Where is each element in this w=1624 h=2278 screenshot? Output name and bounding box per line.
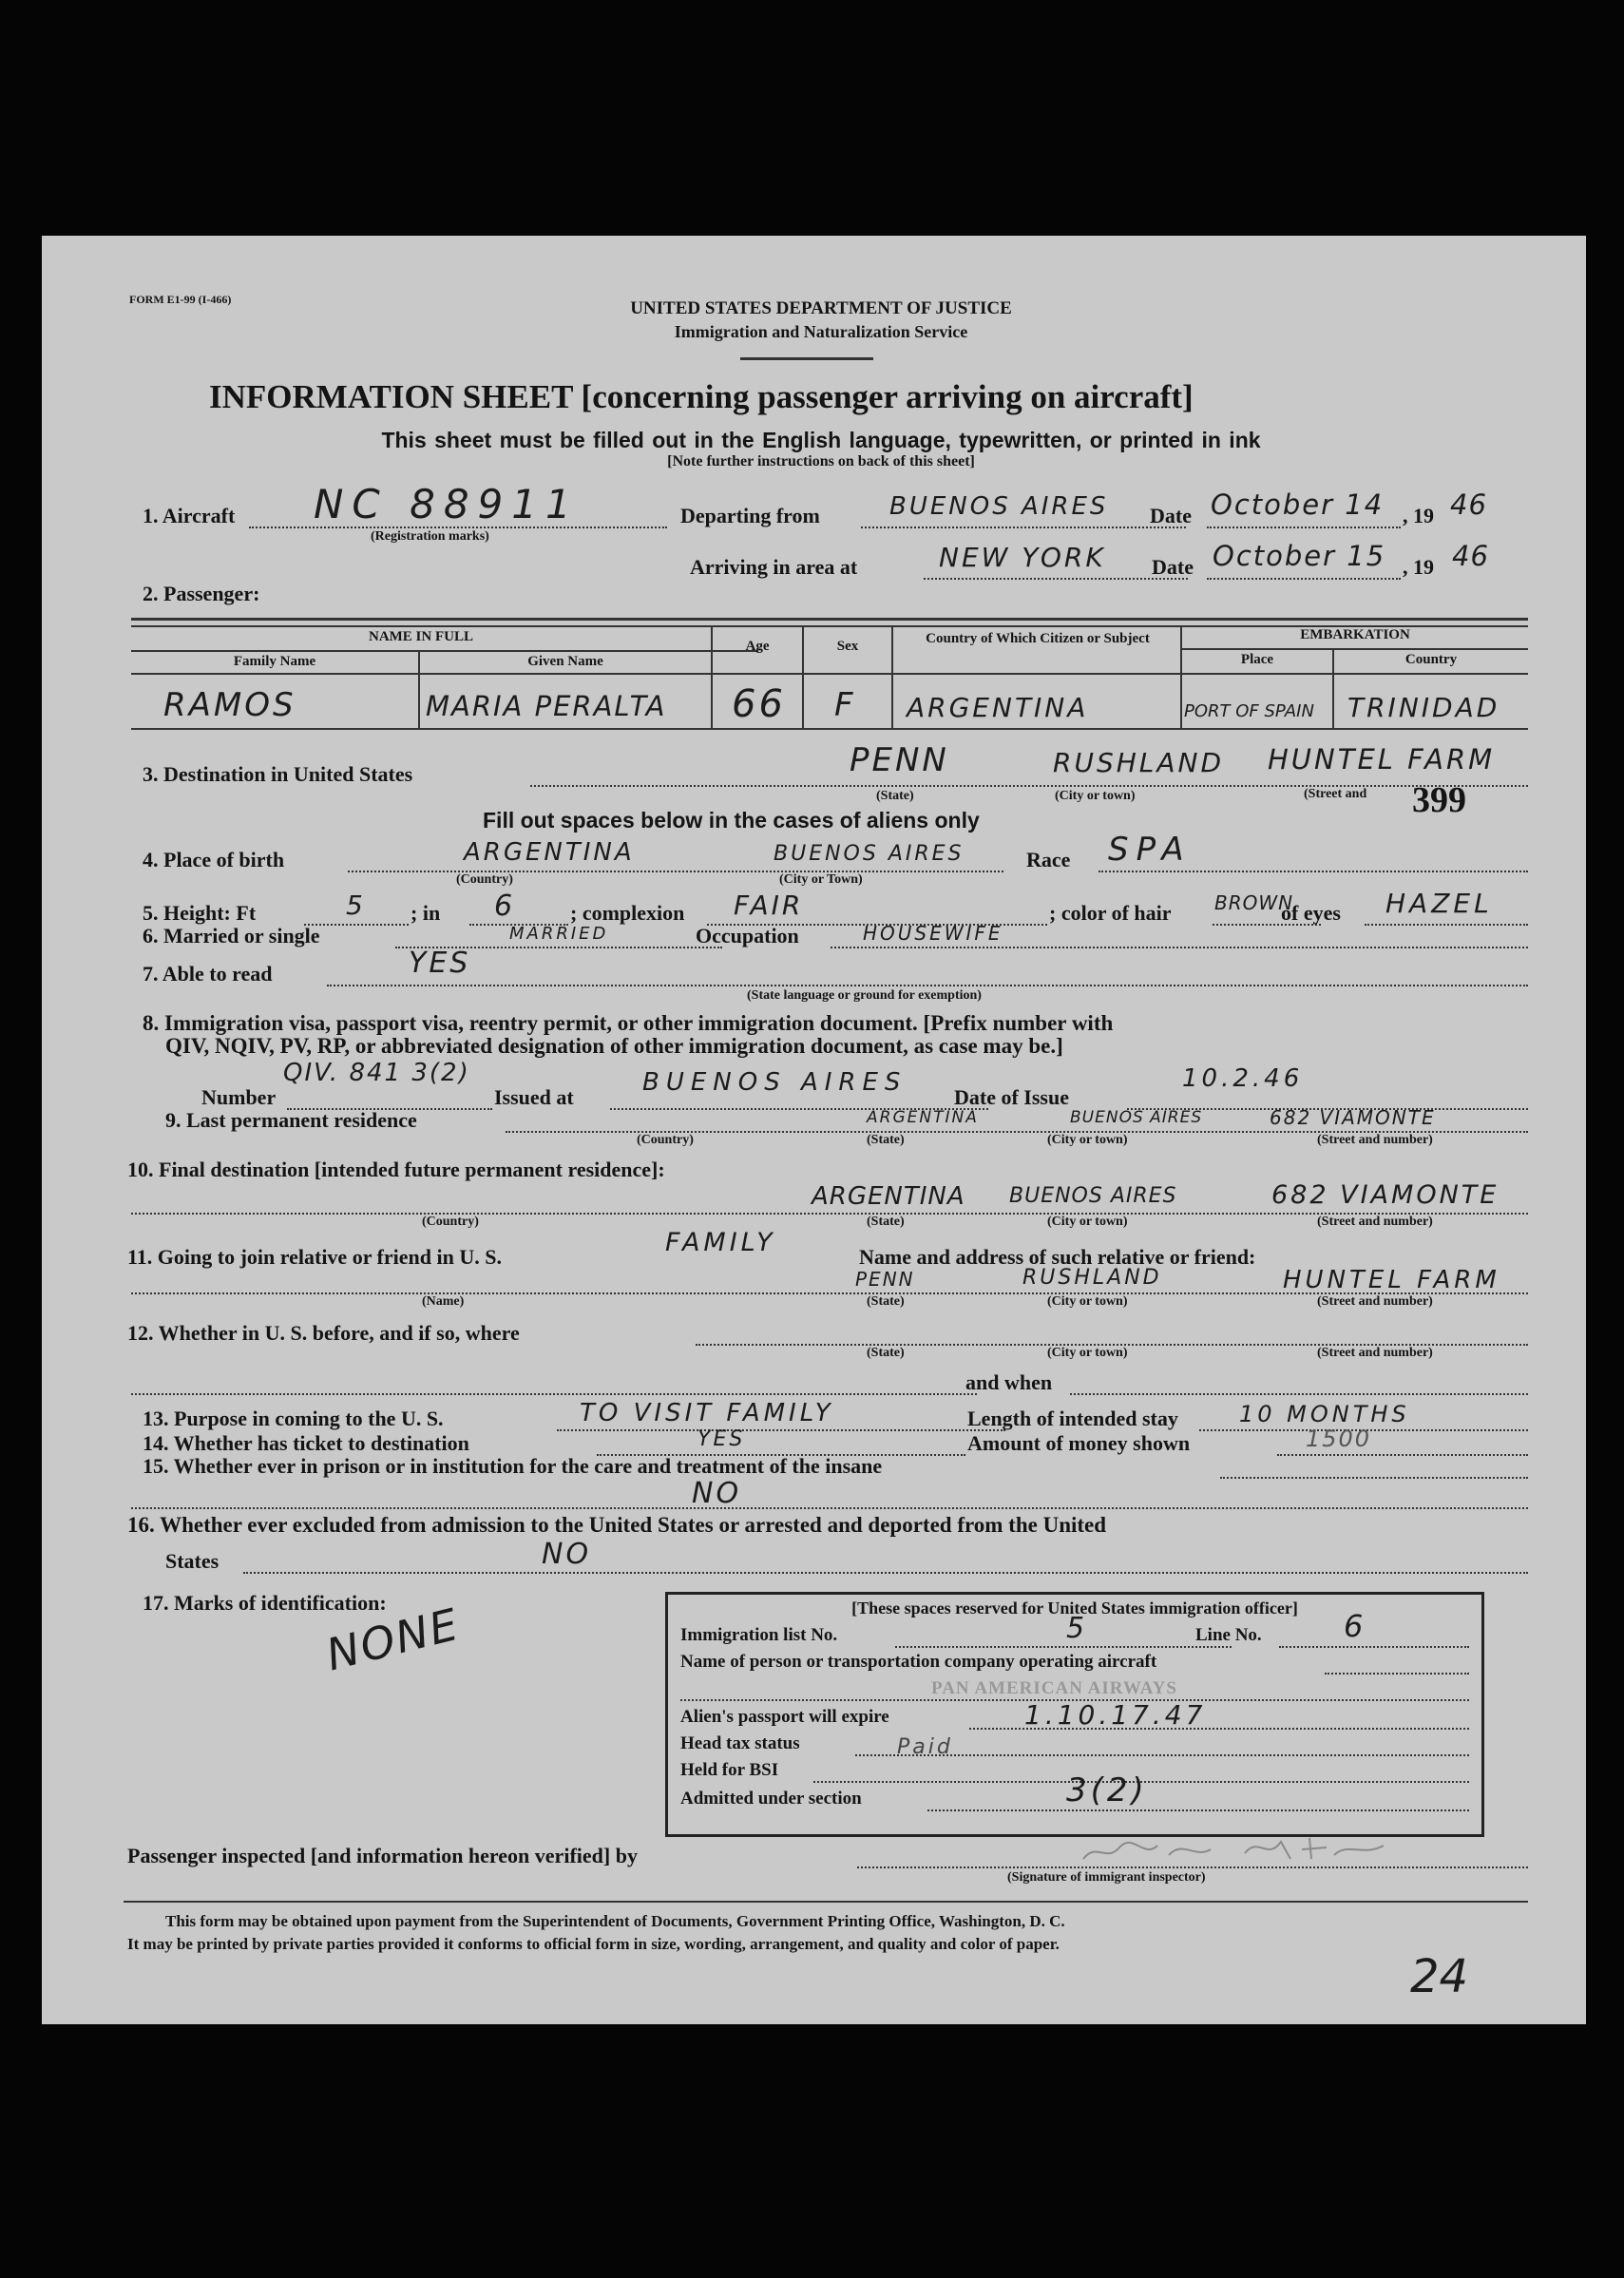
excluded-value: NO — [542, 1538, 592, 1571]
embark-header-rule — [1182, 648, 1528, 650]
purpose-label: 13. Purpose in coming to the U. S. — [143, 1407, 444, 1430]
join-label: 11. Going to join relative or friend in U. S. — [127, 1245, 502, 1269]
dest-state-value: PENN — [850, 741, 949, 779]
occupation-value: HOUSEWIFE — [863, 922, 1003, 945]
stamp-number: 399 — [1412, 780, 1466, 820]
number-label: Number — [201, 1085, 277, 1109]
dest-street-caption: (Street and — [1304, 787, 1367, 801]
country-header: Country — [1404, 652, 1458, 667]
join-state-caption: (State) — [867, 1294, 905, 1309]
res-city-value: BUENOS AIRES — [1070, 1108, 1203, 1127]
res-state-caption: (State) — [867, 1133, 905, 1147]
money-label: Amount of money shown — [967, 1431, 1191, 1455]
final-country-value: ARGENTINA — [812, 1182, 965, 1211]
hair-label: ; color of hair — [1049, 901, 1172, 925]
given-name-header: Given Name — [527, 654, 603, 669]
join-value: FAMILY — [665, 1228, 776, 1257]
family-name-value: RAMOS — [163, 686, 296, 724]
arrive-date-line — [1207, 578, 1401, 580]
join-state-value: PENN — [855, 1268, 915, 1291]
join-street-value: HUNTEL FARM — [1283, 1266, 1500, 1294]
arriving-line — [924, 578, 1188, 580]
aircraft-label: 1. Aircraft — [143, 504, 236, 527]
depart-date-label: Date — [1150, 504, 1192, 527]
document-label-2: QIV, NQIV, PV, RP, or abbreviated designation of other immigration document, as case may be.] — [165, 1034, 1063, 1058]
depart-year-value: 46 — [1450, 488, 1487, 521]
prison-line — [1220, 1477, 1528, 1479]
name-address-label: Name and address of such relative or friend: — [859, 1245, 1256, 1269]
page-title: INFORMATION SHEET [concerning passenger arriving on aircraft] — [209, 378, 1194, 415]
birth-country-caption: (Country) — [456, 872, 513, 887]
head-tax-label: Head tax status — [680, 1733, 800, 1753]
prison-value: NO — [692, 1477, 742, 1510]
passenger-label: 2. Passenger: — [143, 582, 260, 605]
race-line — [1099, 871, 1528, 872]
header-rule — [740, 357, 873, 360]
birth-country-value: ARGENTINA — [464, 838, 635, 867]
departing-value: BUENOS AIRES — [889, 492, 1109, 521]
ticket-label: 14. Whether has ticket to destination — [143, 1431, 469, 1455]
name-header-rule — [131, 650, 758, 652]
before-us-label: 12. Whether in U. S. before, and if so, where — [127, 1321, 520, 1345]
final-state-caption: (State) — [867, 1215, 905, 1229]
race-label: Race — [1026, 848, 1071, 871]
join-name-caption: (Name) — [422, 1294, 465, 1309]
res-country-value: ARGENTINA — [867, 1108, 979, 1127]
eyes-value: HAZEL — [1385, 888, 1493, 919]
embark-country-value: TRINIDAD — [1347, 692, 1500, 723]
res-city-caption: (City or town) — [1047, 1133, 1128, 1147]
state-language-caption: (State language or ground for exemption) — [747, 988, 982, 1003]
sex-header: Sex — [836, 639, 859, 654]
department-name: UNITED STATES DEPARTMENT OF JUSTICE — [630, 298, 1012, 318]
before-street-caption: (Street and number) — [1317, 1346, 1433, 1360]
birth-city-caption: (City or Town) — [779, 872, 863, 887]
marks-label: 17. Marks of identification: — [143, 1591, 387, 1615]
line-no-value: 6 — [1344, 1608, 1366, 1644]
company-label: Name of person or transportation company operating aircraft — [680, 1652, 1157, 1672]
residence-label: 9. Last permanent residence — [165, 1108, 417, 1132]
arriving-label: Arriving in area at — [690, 555, 858, 579]
depart-date-line — [1207, 526, 1401, 528]
final-street-value: 682 VIAMONTE — [1271, 1180, 1500, 1210]
able-read-line — [327, 985, 1528, 986]
money-line — [1277, 1454, 1528, 1456]
join-city-value: RUSHLAND — [1022, 1266, 1162, 1290]
height-in-value: 6 — [494, 890, 516, 923]
res-country-caption: (Country) — [637, 1133, 694, 1147]
and-when-line — [1070, 1393, 1528, 1395]
height-label: 5. Height: Ft — [143, 901, 257, 925]
res-street-value: 682 VIAMONTE — [1270, 1106, 1436, 1129]
signature-caption: (Signature of immigrant inspector) — [1007, 1870, 1206, 1885]
depart-year-label: , 19 — [1403, 504, 1434, 527]
excluded-label-2: States — [165, 1549, 220, 1573]
table-bottom-rule — [131, 728, 1528, 730]
occupation-label: Occupation — [696, 924, 799, 948]
list-no-value: 5 — [1066, 1612, 1088, 1645]
destination-label: 3. Destination in United States — [143, 762, 413, 786]
admitted-label: Admitted under section — [680, 1789, 862, 1809]
issue-date-label: Date of Issue — [954, 1085, 1069, 1109]
and-when-label: and when — [965, 1370, 1053, 1394]
destination-line — [530, 785, 1528, 787]
document-label-1: 8. Immigration visa, passport visa, reentry permit, or other immigration document. [Prefix number with — [143, 1011, 1114, 1035]
given-name-value: MARIA PERALTA — [426, 690, 667, 722]
footer-rule — [124, 1901, 1528, 1903]
citizen-header: Country of Which Citizen or Subject — [926, 631, 1150, 646]
height-ft-value: 5 — [346, 890, 366, 921]
dest-city-value: RUSHLAND — [1053, 747, 1225, 778]
form-id: FORM E1-99 (I-466) — [129, 293, 232, 306]
age-header: Age — [745, 639, 770, 654]
stay-label: Length of intended stay — [967, 1407, 1178, 1430]
issued-at-label: Issued at — [494, 1085, 574, 1109]
instruction-text: This sheet must be filled out in the English language, typewritten, or printed in ink — [381, 428, 1261, 452]
admitted-value: 3(2) — [1066, 1771, 1148, 1809]
excluded-line — [243, 1572, 1528, 1574]
list-no-line — [895, 1646, 1232, 1648]
final-city-caption: (City or town) — [1047, 1215, 1128, 1229]
final-city-value: BUENOS AIRES — [1009, 1184, 1177, 1208]
family-name-header: Family Name — [233, 654, 316, 669]
before-us-line-2 — [131, 1393, 977, 1395]
stay-value: 10 MONTHS — [1239, 1401, 1410, 1427]
able-read-value: YES — [409, 947, 471, 980]
information-sheet — [42, 236, 1586, 2024]
aircraft-value: NC 88911 — [314, 481, 580, 527]
age-value: 66 — [732, 682, 786, 726]
prison-line-2 — [131, 1507, 1528, 1509]
join-city-caption: (City or town) — [1047, 1294, 1128, 1309]
complexion-label: ; complexion — [570, 901, 685, 925]
arrive-date-value: October 15 — [1213, 540, 1386, 572]
eyes-label: of eyes — [1281, 901, 1341, 925]
company-line — [1325, 1673, 1469, 1675]
line-no-line — [1279, 1646, 1469, 1648]
admitted-line — [927, 1809, 1469, 1811]
able-read-label: 7. Able to read — [143, 962, 273, 986]
embark-place-value: PORT OF SPAIN — [1184, 701, 1314, 721]
before-state-caption: (State) — [867, 1346, 905, 1360]
final-street-caption: (Street and number) — [1317, 1215, 1433, 1229]
aliens-only-note: Fill out spaces below in the cases of aliens only — [483, 808, 980, 833]
service-name: Immigration and Naturalization Service — [674, 322, 968, 341]
birth-line — [348, 871, 1003, 872]
note-text: [Note further instructions on back of this sheet] — [667, 453, 975, 469]
inspected-label: Passenger inspected [and information hereon verified] by — [127, 1844, 638, 1867]
occupation-line — [831, 947, 1528, 948]
citizen-value: ARGENTINA — [907, 692, 1089, 723]
passport-expire-label: Alien's passport will expire — [680, 1707, 889, 1727]
purpose-value: TO VISIT FAMILY — [580, 1399, 834, 1427]
inspector-signature — [1078, 1830, 1401, 1868]
dest-city-caption: (City or town) — [1055, 789, 1136, 803]
married-label: 6. Married or single — [143, 924, 320, 948]
table-divider-4 — [891, 625, 893, 728]
footer-line-1: This form may be obtained upon payment from the Superintendent of Documents, Government Printing Office, Washington, D. C. — [165, 1912, 1065, 1930]
officer-box-title: [These spaces reserved for United States immigration officer] — [851, 1598, 1298, 1618]
eyes-line — [1365, 924, 1528, 926]
arrive-year-value: 46 — [1452, 540, 1489, 572]
passport-expire-value: 1.10.17.47 — [1024, 1699, 1207, 1731]
complexion-value: FAIR — [734, 890, 804, 921]
join-street-caption: (Street and number) — [1317, 1294, 1433, 1309]
ticket-value: YES — [697, 1427, 746, 1451]
purpose-line — [557, 1429, 1005, 1431]
race-value: SPA — [1108, 831, 1192, 869]
married-value: MARRIED — [509, 924, 609, 944]
arrive-date-label: Date — [1152, 555, 1194, 579]
embarkation-header: EMBARKATION — [1300, 627, 1410, 642]
table-header-rule — [131, 673, 1528, 675]
final-country-caption: (Country) — [422, 1215, 479, 1229]
place-header: Place — [1240, 652, 1274, 667]
issue-date-value: 10.2.46 — [1182, 1064, 1304, 1093]
hair-value: BROWN — [1214, 891, 1294, 914]
footer-line-2: It may be printed by private parties provided it conforms to official form in size, wording, arrangement, and quality and color of paper. — [127, 1935, 1060, 1953]
company-value: PAN AMERICAN AIRWAYS — [931, 1678, 1177, 1698]
marks-value: NONE — [321, 1598, 465, 1681]
final-dest-label: 10. Final destination [intended future permanent residence]: — [127, 1158, 665, 1181]
name-in-full-header: NAME IN FULL — [368, 629, 473, 644]
height-in-label: ; in — [411, 901, 441, 925]
sex-value: F — [834, 686, 856, 724]
table-top-rule — [131, 618, 1528, 621]
money-value: 1500 — [1306, 1426, 1372, 1452]
excluded-label: 16. Whether ever excluded from admission to the United States or arrested and deported from the United — [127, 1513, 1107, 1537]
departing-line — [861, 526, 1186, 528]
depart-date-value: October 14 — [1211, 488, 1385, 521]
line-no-label: Line No. — [1195, 1625, 1262, 1645]
departing-label: Departing from — [680, 504, 820, 527]
number-value: QIV. 841 3(2) — [283, 1059, 470, 1087]
list-no-label: Immigration list No. — [680, 1625, 838, 1645]
prison-label: 15. Whether ever in prison or in institution for the care and treatment of the insane — [143, 1454, 883, 1478]
issued-at-value: BUENOS AIRES — [642, 1068, 908, 1097]
arrive-year-label: , 19 — [1403, 555, 1434, 579]
registration-marks-caption: (Registration marks) — [371, 529, 489, 544]
dest-street-value: HUNTEL FARM — [1268, 743, 1496, 775]
birth-city-value: BUENOS AIRES — [774, 842, 965, 866]
res-street-caption: (Street and number) — [1317, 1133, 1433, 1147]
before-city-caption: (City or town) — [1047, 1346, 1128, 1360]
head-tax-value: Paid — [897, 1735, 953, 1759]
arriving-value: NEW YORK — [939, 542, 1106, 573]
birth-label: 4. Place of birth — [143, 848, 285, 871]
bsi-label: Held for BSI — [680, 1760, 779, 1780]
page-number: 24 — [1410, 1950, 1469, 2003]
dest-state-caption: (State) — [876, 789, 914, 803]
